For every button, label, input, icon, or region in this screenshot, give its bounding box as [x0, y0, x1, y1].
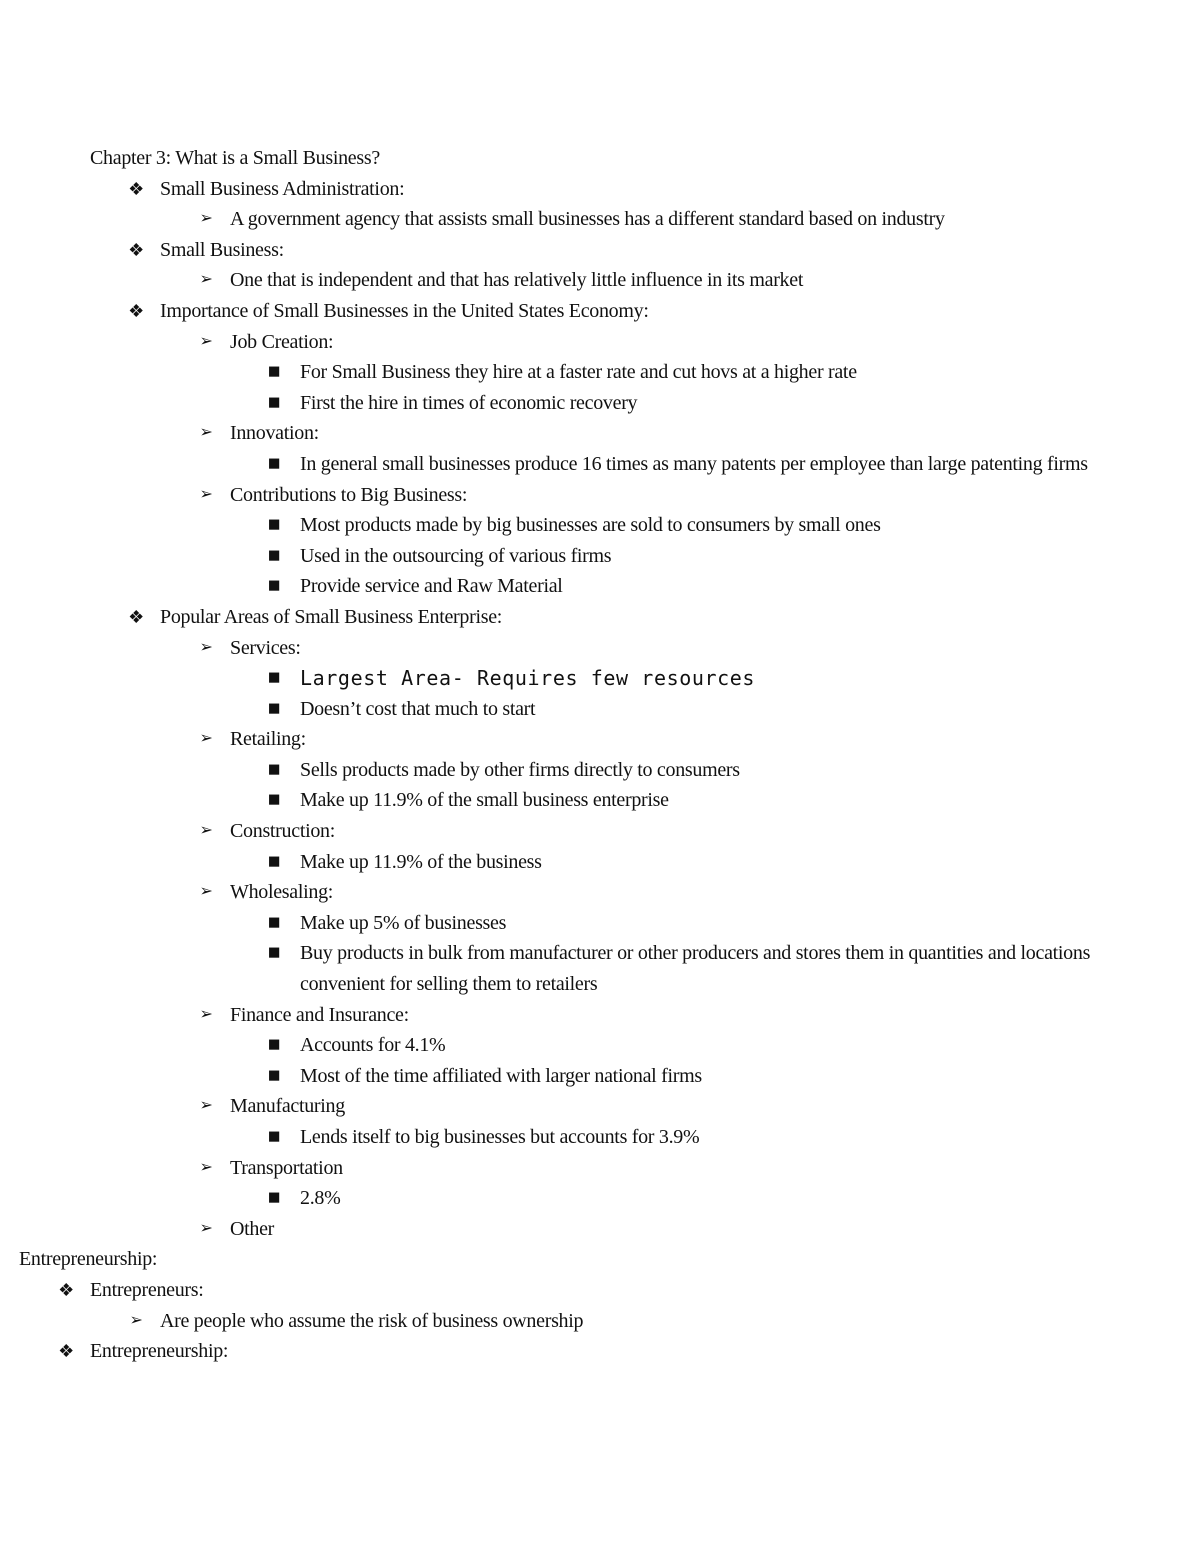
- job-creation-heading: Job Creation:: [230, 330, 334, 353]
- manufacturing-heading: Manufacturing: [230, 1095, 345, 1118]
- arrow-bullet-icon: ➢: [199, 1158, 213, 1176]
- square-bullet-icon: ■: [267, 1062, 281, 1087]
- list-item: [0, 877, 1200, 908]
- bullet-text: Buy products in bulk from manufacturer or other producers and stores them in quantities and locations convenient for selling them to retailers: [300, 942, 1091, 996]
- square-bullet-icon: ■: [267, 1185, 281, 1210]
- importance-heading: Importance of Small Businesses in the United States Economy:: [160, 299, 649, 322]
- bullet-text: Make up 11.9% of the small business enterprise: [300, 789, 669, 812]
- list-item: [0, 1030, 1200, 1061]
- list-item: [0, 265, 1200, 296]
- other-heading: Other: [230, 1217, 275, 1240]
- arrow-bullet-icon: ➢: [129, 1311, 143, 1329]
- arrow-bullet-icon: ➢: [199, 210, 213, 228]
- bullet-text: Make up 5% of businesses: [300, 911, 507, 934]
- arrow-bullet-icon: ➢: [199, 883, 213, 901]
- list-item: [0, 602, 1200, 633]
- retailing-heading: Retailing:: [230, 728, 306, 751]
- arrow-bullet-icon: ➢: [199, 822, 213, 840]
- arrow-bullet-icon: ➢: [199, 1219, 213, 1237]
- square-bullet-icon: ■: [267, 542, 281, 567]
- bullet-text: In general small businesses produce 16 times as many patents per employee than large patenting firms: [300, 452, 1088, 475]
- diamond-bullet-icon: ❖: [128, 178, 144, 199]
- list-item: [0, 510, 1200, 541]
- square-bullet-icon: ■: [267, 389, 281, 414]
- sba-heading: Small Business Administration:: [160, 177, 405, 200]
- list-item: [0, 755, 1200, 786]
- bullet-text: Sells products made by other firms directly to consumers: [300, 758, 740, 781]
- list-item: [0, 449, 1200, 480]
- list-item: [0, 1091, 1200, 1122]
- popular-areas-heading: Popular Areas of Small Business Enterprise:: [160, 605, 503, 628]
- square-bullet-icon: ■: [267, 450, 281, 475]
- list-item: [0, 633, 1200, 664]
- entrepreneurship-title-line: [0, 1244, 1200, 1275]
- square-bullet-icon: ■: [267, 940, 281, 965]
- list-item: [0, 1183, 1200, 1214]
- arrow-bullet-icon: ➢: [199, 1005, 213, 1023]
- arrow-bullet-icon: ➢: [199, 271, 213, 289]
- list-item: [0, 663, 1200, 694]
- list-item: [0, 938, 1200, 999]
- bullet-text: Used in the outsourcing of various firms: [300, 544, 612, 567]
- list-item: [0, 1306, 1200, 1337]
- diamond-bullet-icon: ❖: [128, 239, 144, 260]
- list-item: [0, 327, 1200, 358]
- innovation-heading: Innovation:: [230, 422, 319, 445]
- square-bullet-icon: ■: [267, 665, 281, 690]
- list-item: [0, 694, 1200, 725]
- services-heading: Services:: [230, 636, 301, 659]
- list-item: [0, 1000, 1200, 1031]
- list-item: [0, 357, 1200, 388]
- square-bullet-icon: ■: [267, 512, 281, 537]
- list-item: [0, 480, 1200, 511]
- bullet-text: Doesn’t cost that much to start: [300, 697, 536, 720]
- sba-definition: A government agency that assists small businesses has a different standard based on industry: [230, 208, 945, 231]
- square-bullet-icon: ■: [267, 848, 281, 873]
- entrepreneurship-subheading: Entrepreneurship:: [90, 1340, 229, 1363]
- list-item: [0, 204, 1200, 235]
- bullet-text: Provide service and Raw Material: [300, 575, 563, 598]
- square-bullet-icon: ■: [267, 695, 281, 720]
- diamond-bullet-icon: ❖: [128, 300, 144, 321]
- square-bullet-icon: ■: [267, 1032, 281, 1057]
- chapter-title-line: [0, 143, 1200, 174]
- document-body: [0, 143, 1200, 1367]
- list-item: [0, 1275, 1200, 1306]
- square-bullet-icon: ■: [267, 787, 281, 812]
- square-bullet-icon: ■: [267, 756, 281, 781]
- list-item: [0, 235, 1200, 266]
- bullet-text: Most products made by big businesses are sold to consumers by small ones: [300, 514, 881, 537]
- list-item: [0, 541, 1200, 572]
- arrow-bullet-icon: ➢: [199, 332, 213, 350]
- bullet-text: First the hire in times of economic recovery: [300, 391, 638, 414]
- arrow-bullet-icon: ➢: [199, 424, 213, 442]
- list-item: [0, 724, 1200, 755]
- list-item: [0, 174, 1200, 205]
- list-item: [0, 296, 1200, 327]
- arrow-bullet-icon: ➢: [199, 730, 213, 748]
- small-business-definition: One that is independent and that has relatively little influence in its market: [230, 269, 804, 292]
- arrow-bullet-icon: ➢: [199, 1097, 213, 1115]
- list-item: [0, 1122, 1200, 1153]
- entrepreneurs-definition: Are people who assume the risk of business ownership: [160, 1309, 584, 1332]
- list-item: [0, 785, 1200, 816]
- bullet-text: Largest Area- Requires few resources: [300, 666, 756, 691]
- contributions-heading: Contributions to Big Business:: [230, 483, 468, 506]
- entrepreneurship-title: Entrepreneurship:: [19, 1248, 158, 1271]
- list-item: [0, 908, 1200, 939]
- square-bullet-icon: ■: [267, 573, 281, 598]
- finance-heading: Finance and Insurance:: [230, 1003, 409, 1026]
- list-item: [0, 1214, 1200, 1245]
- bullet-text: 2.8%: [300, 1187, 341, 1210]
- list-item: [0, 816, 1200, 847]
- construction-heading: Construction:: [230, 820, 335, 843]
- square-bullet-icon: ■: [267, 359, 281, 384]
- list-item: [0, 1336, 1200, 1367]
- list-item: [0, 418, 1200, 449]
- list-item: [0, 571, 1200, 602]
- list-item: [0, 388, 1200, 419]
- square-bullet-icon: ■: [267, 909, 281, 934]
- bullet-text: For Small Business they hire at a faster rate and cut hovs at a higher rate: [300, 361, 857, 384]
- bullet-text: Lends itself to big businesses but accounts for 3.9%: [300, 1126, 700, 1148]
- bullet-text: Make up 11.9% of the business: [300, 850, 542, 873]
- bullet-text: Most of the time affiliated with larger national firms: [300, 1064, 702, 1087]
- bullet-text: Accounts for 4.1%: [300, 1034, 446, 1057]
- diamond-bullet-icon: ❖: [128, 606, 144, 627]
- chapter-title: Chapter 3: What is a Small Business?: [90, 147, 380, 169]
- diamond-bullet-icon: ❖: [58, 1341, 74, 1362]
- list-item: [0, 1061, 1200, 1092]
- wholesaling-heading: Wholesaling:: [230, 881, 334, 904]
- arrow-bullet-icon: ➢: [199, 485, 213, 503]
- small-business-heading: Small Business:: [160, 238, 284, 261]
- list-item: [0, 847, 1200, 878]
- list-item: [0, 1153, 1200, 1184]
- entrepreneurs-heading: Entrepreneurs:: [90, 1278, 204, 1301]
- diamond-bullet-icon: ❖: [58, 1279, 74, 1300]
- transportation-heading: Transportation: [230, 1156, 343, 1179]
- arrow-bullet-icon: ➢: [199, 638, 213, 656]
- square-bullet-icon: ■: [267, 1124, 281, 1148]
